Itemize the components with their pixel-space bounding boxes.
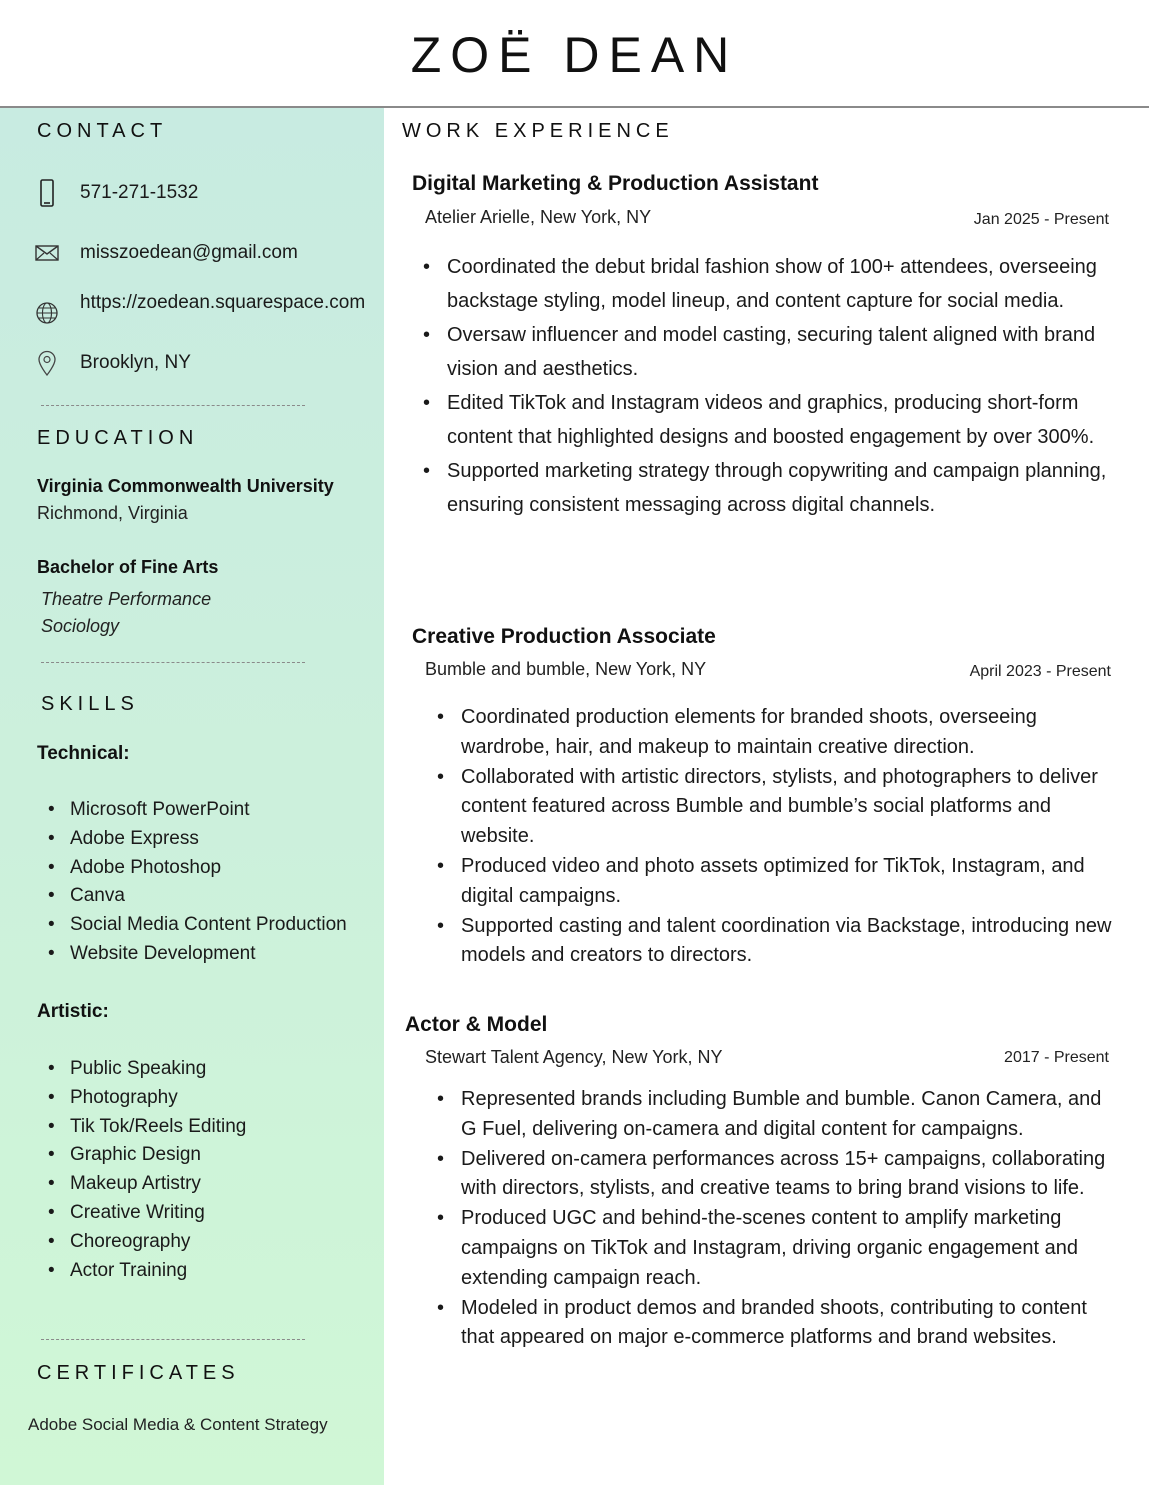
- major-2: Sociology: [41, 616, 120, 636]
- job-bullet: • Collaborated with artistic directors, stylists, and photographers to deliver content featured across Bumble and bumble’s social platforms and website.: [435, 763, 1115, 852]
- contact-website[interactable]: https://zoedean.squarespace.com: [80, 292, 366, 313]
- job-bullets: [421, 250, 1111, 522]
- job-title: Actor & Model: [405, 1013, 548, 1036]
- skill-item: • Makeup Artistry: [48, 1170, 246, 1199]
- job-company: Stewart Talent Agency, New York, NY: [425, 1047, 723, 1067]
- job-bullet: • Coordinated production elements for branded shoots, overseeing wardrobe, hair, and makeup to maintain creative direction.: [435, 703, 1115, 763]
- job-bullet: • Delivered on-camera performances across 15+ campaigns, collaborating with directors, stylists, and creative teams to bring brand visions to life.: [435, 1145, 1115, 1205]
- work-experience-heading: WORK EXPERIENCE: [402, 120, 674, 142]
- technical-skills-label: Technical:: [37, 743, 130, 764]
- job-bullet: • Oversaw influencer and model casting, securing talent aligned with brand vision and aesthetics.: [421, 318, 1111, 386]
- skill-item: • Photography: [48, 1084, 246, 1113]
- contact-heading: CONTACT: [37, 120, 168, 142]
- school-name: Virginia Commonwealth University: [37, 476, 334, 496]
- skill-item: • Actor Training: [48, 1257, 246, 1286]
- job-bullets: [435, 703, 1115, 971]
- job-bullets: [435, 1085, 1115, 1353]
- job-bullet: • Edited TikTok and Instagram videos and graphics, producing short-form content that highlighted designs and boosted engagement by over 300%.: [421, 386, 1111, 454]
- major-1: Theatre Performance: [41, 589, 212, 609]
- section-divider: [41, 405, 305, 406]
- job-date: 2017 - Present: [1004, 1049, 1109, 1066]
- section-divider: [41, 662, 305, 663]
- skills-heading: SKILLS: [41, 693, 139, 715]
- job-date: Jan 2025 - Present: [973, 211, 1109, 228]
- contact-phone[interactable]: 571-271-1532: [80, 182, 199, 203]
- skill-item: • Microsoft PowerPoint: [48, 796, 347, 825]
- skill-item: • Website Development: [48, 940, 347, 969]
- section-divider: [41, 1339, 305, 1340]
- contact-phone-row: [34, 180, 198, 206]
- school-location: Richmond, Virginia: [37, 503, 188, 523]
- technical-skills-list: [48, 796, 347, 969]
- skill-item: • Creative Writing: [48, 1199, 246, 1228]
- contact-location: Brooklyn, NY: [80, 352, 191, 373]
- certificates-heading: CERTIFICATES: [37, 1362, 240, 1384]
- job-company: Bumble and bumble, New York, NY: [425, 659, 707, 679]
- certificate-item: Adobe Social Media & Content Strategy: [28, 1415, 328, 1434]
- skill-item: • Public Speaking: [48, 1055, 246, 1084]
- job-bullet: • Supported marketing strategy through copywriting and campaign planning, ensuring consistent messaging across digital channels.: [421, 454, 1111, 522]
- job-company: Atelier Arielle, New York, NY: [425, 207, 652, 227]
- contact-email[interactable]: misszoedean@gmail.com: [80, 242, 298, 263]
- mail-icon: [34, 240, 60, 266]
- job-title: Digital Marketing & Production Assistant: [412, 172, 819, 195]
- skill-item: • Graphic Design: [48, 1141, 246, 1170]
- location-pin-icon: [34, 350, 60, 376]
- artistic-skills-label: Artistic:: [37, 1001, 109, 1022]
- education-heading: EDUCATION: [37, 427, 199, 449]
- skill-item: • Choreography: [48, 1228, 246, 1257]
- skill-item: • Adobe Express: [48, 825, 347, 854]
- job-bullet: • Coordinated the debut bridal fashion show of 100+ attendees, overseeing backstage styling, model lineup, and content capture for social media.: [421, 250, 1111, 318]
- skill-item: • Tik Tok/Reels Editing: [48, 1113, 246, 1142]
- job-bullet: • Represented brands including Bumble and bumble. Canon Camera, and G Fuel, delivering on-camera and digital content for campaigns.: [435, 1085, 1115, 1145]
- job-bullet: • Supported casting and talent coordination via Backstage, introducing new models and creators to directors.: [435, 912, 1115, 972]
- job-title: Creative Production Associate: [412, 625, 716, 648]
- job-bullet: • Produced video and photo assets optimized for TikTok, Instagram, and digital campaigns.: [435, 852, 1115, 912]
- contact-location-row: [34, 350, 191, 376]
- skill-item: • Adobe Photoshop: [48, 854, 347, 883]
- artistic-skills-list: [48, 1055, 246, 1285]
- job-date: April 2023 - Present: [969, 663, 1111, 680]
- resume-header: [0, 0, 1149, 108]
- job-bullet: • Modeled in product demos and branded shoots, contributing to content that appeared on major e-commerce platforms and brand websites.: [435, 1294, 1115, 1354]
- skill-item: • Social Media Content Production: [48, 911, 347, 940]
- contact-website-row: [34, 292, 365, 326]
- skill-item: • Canva: [48, 882, 347, 911]
- phone-icon: [34, 180, 60, 206]
- candidate-name: ZOË DEAN: [410, 27, 739, 83]
- degree: Bachelor of Fine Arts: [37, 557, 219, 577]
- job-bullet: • Produced UGC and behind-the-scenes content to amplify marketing campaigns on TikTok and Instagram, driving organic engagement and extending campaign reach.: [435, 1204, 1115, 1293]
- contact-email-row: [34, 240, 298, 266]
- globe-icon: [34, 300, 60, 326]
